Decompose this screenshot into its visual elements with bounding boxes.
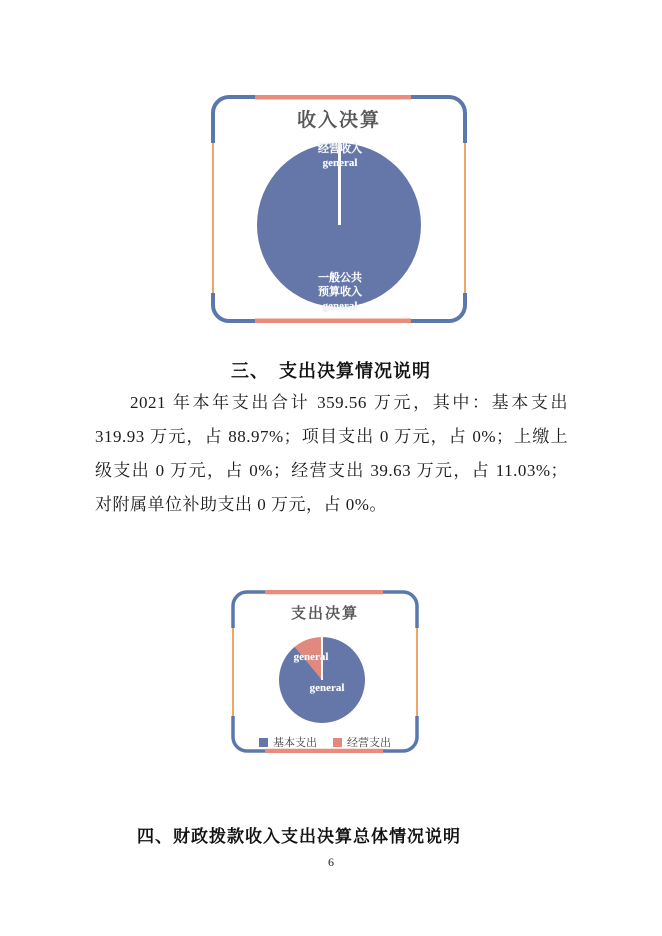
income-pie-label-bottom-line1: 一般公共 [318,272,362,284]
paragraph-line: 319.93 万元，占 88.97%；项目支出 0 万元，占 0%；上缴上 [95,427,568,446]
legend-swatch-salmon-icon [333,738,342,747]
paragraph-line: 级支出 0 万元，占 0%；经营支出 39.63 万元，占 11.03%； [95,461,568,480]
income-chart-title: 收入决算 [296,110,381,131]
income-pie-label-bottom [318,271,362,313]
income-pie-label-bottom-line3: general [322,300,358,312]
legend-item-basic-expense [259,734,317,750]
section4-heading: 四、财政拨款收入支出决算总体情况说明 [137,827,461,846]
legend-item-operating-expense [333,734,391,750]
income-pie-label-bottom-line2: 预算收入 [318,286,362,298]
expense-chart-legend [231,734,419,750]
expense-pie-label-blue: general [309,682,345,694]
income-chart-card [211,95,467,323]
income-pie-label-top-line1: 经营收入 [318,143,362,155]
income-pie-label-top [318,142,362,170]
expense-chart-title: 支出决算 [290,605,359,622]
section3-heading: 三、 支出决算情况说明 [231,361,431,381]
income-pie-label-top-line2: general [322,157,358,169]
page-number: 6 [328,855,334,869]
legend-swatch-blue-icon [259,738,268,747]
paragraph-line: 2021 年本年支出合计 359.56 万元，其中：基本支出 [130,393,568,412]
paragraph-line: 对附属单位补助支出 0 万元，占 0%。 [95,495,387,514]
legend-label-basic-expense: 基本支出 [273,737,317,749]
expense-chart-card [231,590,419,753]
legend-label-operating-expense: 经营支出 [347,737,391,749]
section3-paragraph [95,386,568,522]
expense-pie-label-salmon: general [293,651,329,663]
